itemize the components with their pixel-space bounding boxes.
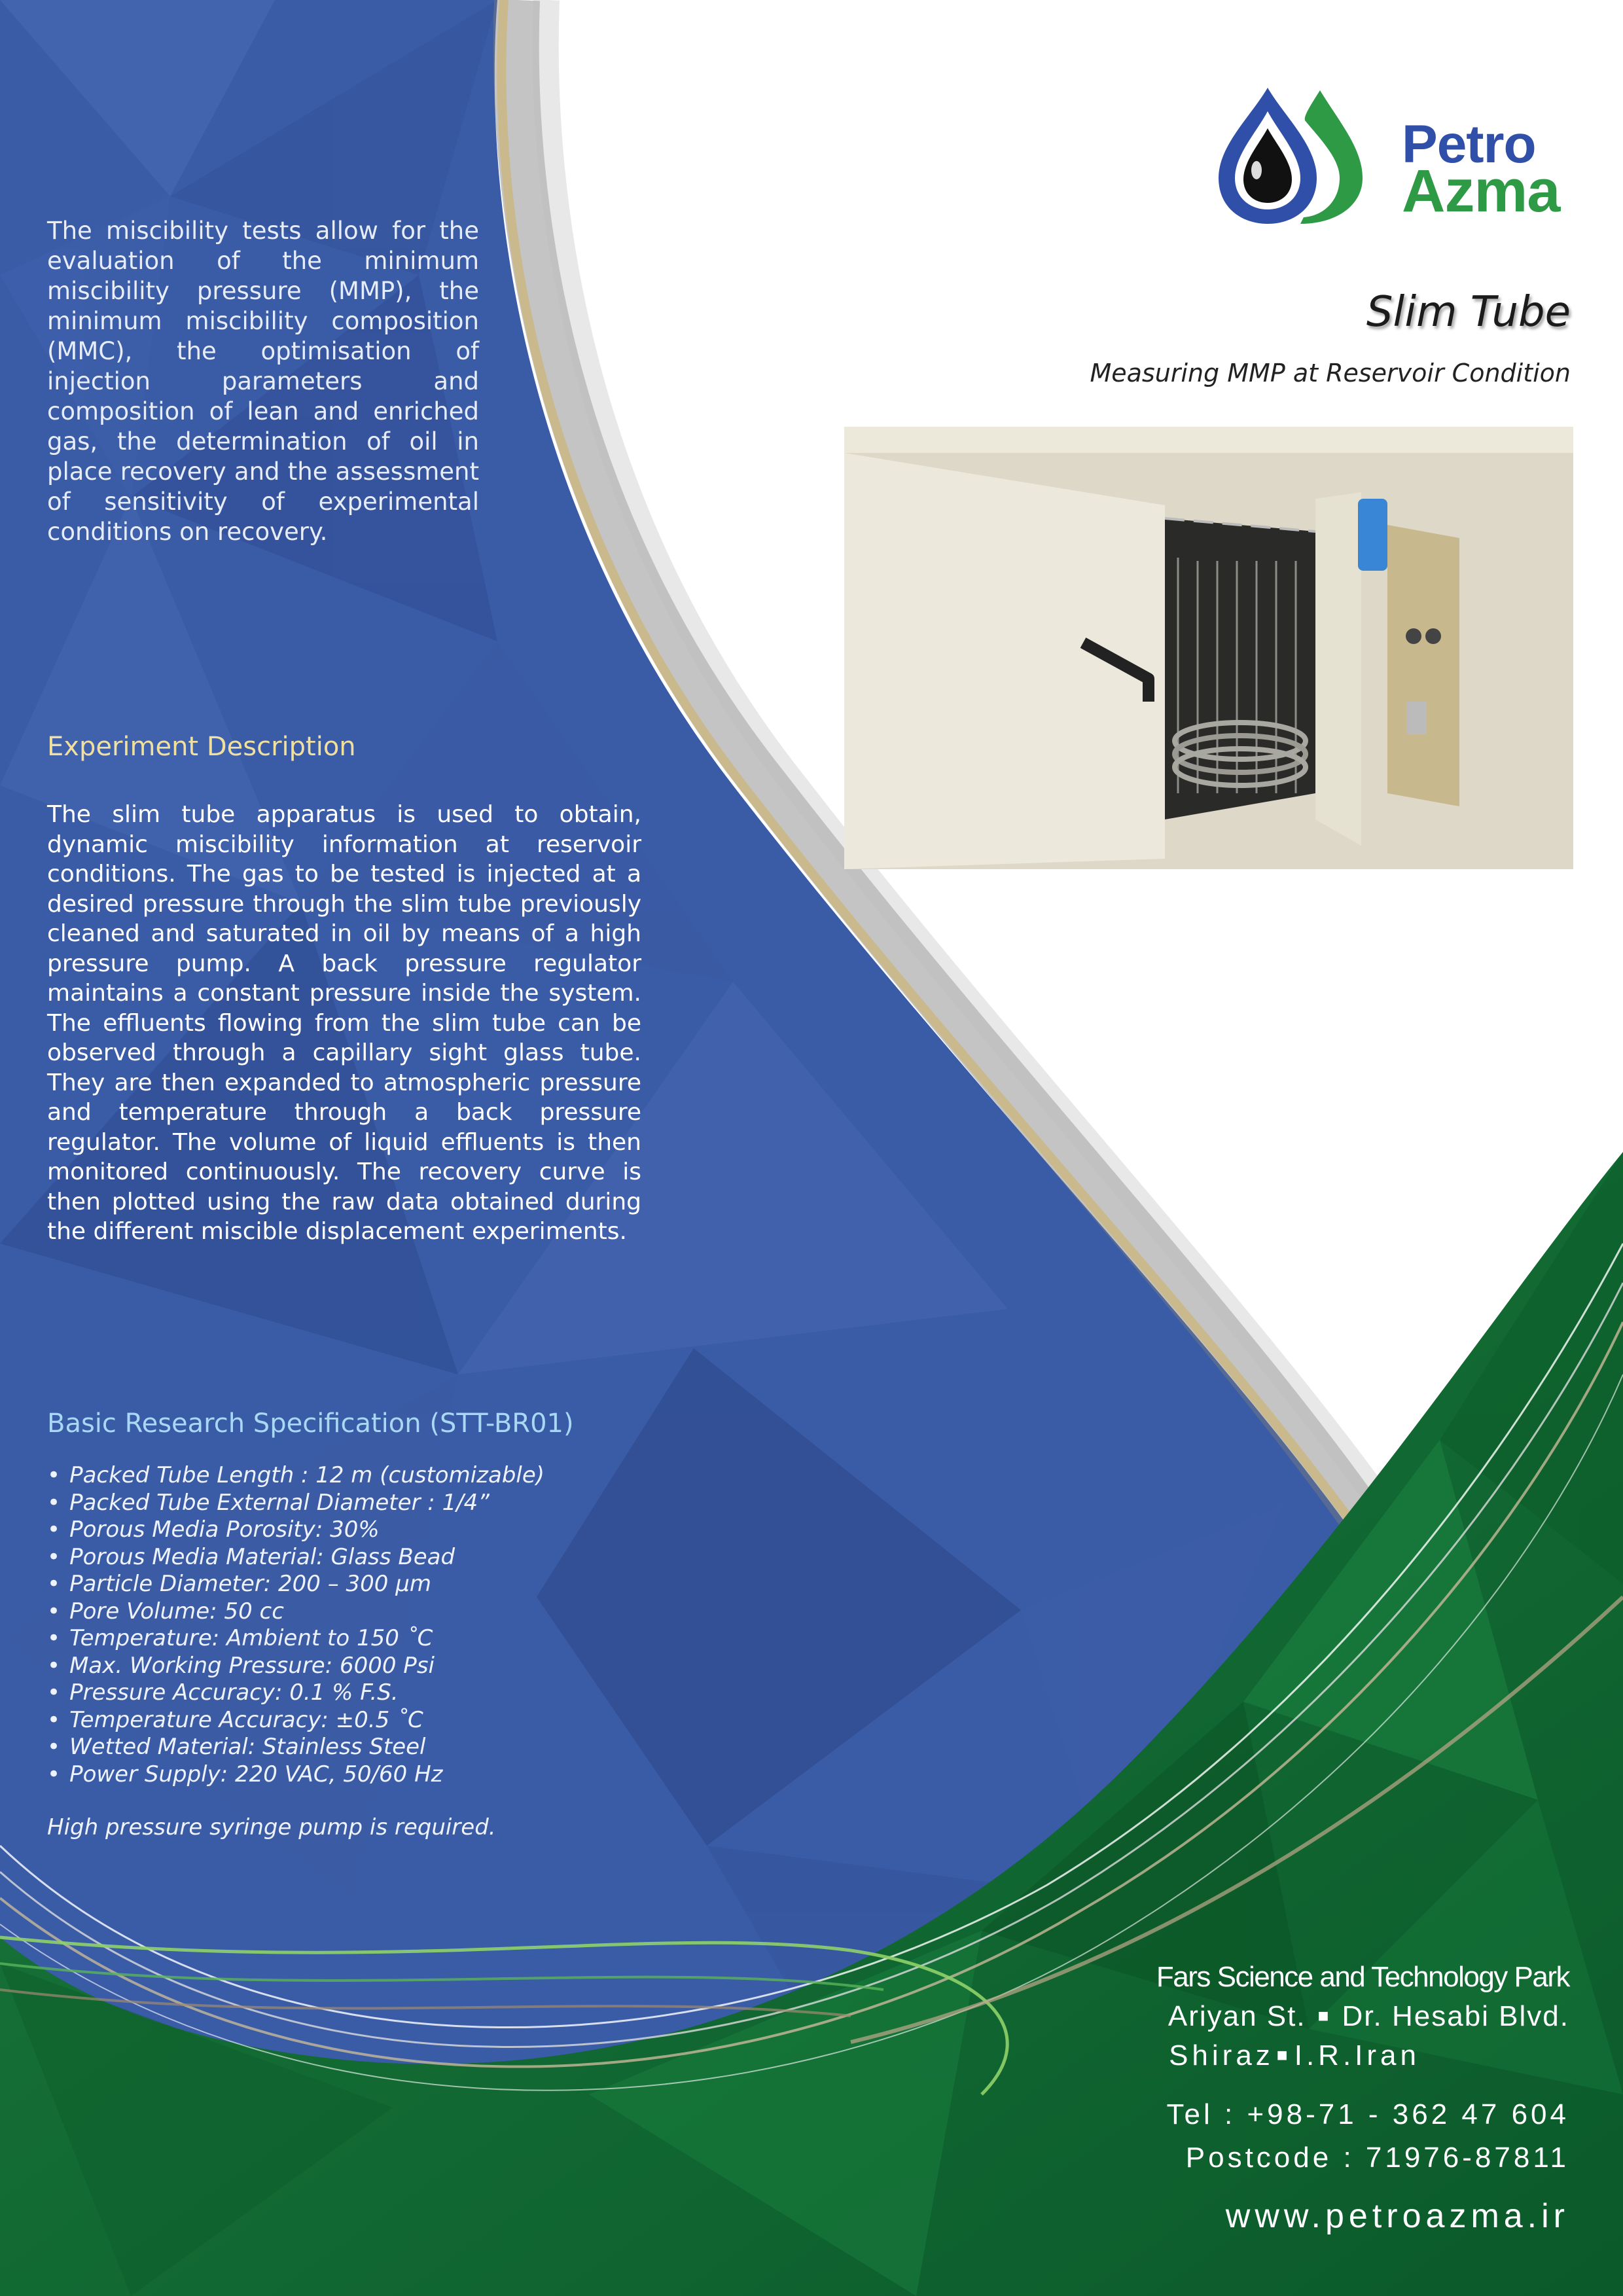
contact-blvd: Dr. Hesabi Blvd. [1342, 2000, 1569, 2032]
spec-note: High pressure syringe pump is required. [47, 1814, 496, 1840]
page-title: Slim Tube [1366, 288, 1571, 336]
spec-item: • Porous Media Material: Glass Bead [47, 1544, 544, 1571]
petro-azma-logo [1205, 86, 1572, 230]
slim-tube-oven-photo [844, 427, 1573, 869]
spec-item: • Porous Media Porosity: 30% [47, 1516, 544, 1544]
website-link[interactable]: www.petroazma.ir [1225, 2197, 1569, 2235]
logo-petro-text: Petro [1402, 115, 1536, 174]
experiment-description-body: The slim tube apparatus is used to obtain, dynamic miscibility information at reservoir conditions. The gas to be tested is injected at a desired pressure through the slim tube previously cleaned and saturated in oil by means of a high pressure pump. A back pressure regulator maintains a constant pressure inside the system. The effluents flowing from the slim tube can be observed through a capillary sight glass tube. They are then expanded to atmospheric pressure and temperature through a back pressure regulator. The volume of liquid effluents is then monitored continuously. The recovery curve is then plotted using the raw data obtained during the different miscible displacement experiments. [47, 801, 641, 1245]
contact-postcode: Postcode : 71976-87811 [1185, 2142, 1569, 2174]
contact-city [1169, 2039, 1420, 2072]
contact-tel: Tel : +98-71 - 362 47 604 [1166, 2098, 1569, 2130]
spec-item: • Wetted Material: Stainless Steel [47, 1734, 544, 1761]
logo-azma-text: Azma [1402, 158, 1560, 224]
spec-item: • Pressure Accuracy: 0.1 % F.S. [47, 1679, 544, 1707]
spec-item: • Pore Volume: 50 cc [47, 1598, 544, 1626]
spec-item: • Temperature: Ambient to 150 ˚C [47, 1625, 544, 1653]
oil-drop-logo-icon [1205, 86, 1389, 230]
spec-item: • Particle Diameter: 200 – 300 µm [47, 1571, 544, 1598]
separator-square-icon: ■ [1317, 2005, 1330, 2026]
basic-research-spec-heading: Basic Research Specification (STT-BR01) [47, 1408, 574, 1439]
spec-list [47, 1462, 544, 1788]
experiment-description-heading: Experiment Description [47, 732, 356, 762]
spec-item: • Max. Working Pressure: 6000 Psi [47, 1653, 544, 1680]
contact-country: I.R.Iran [1294, 2039, 1420, 2072]
intro-paragraph: The miscibility tests allow for the evaluation of the minimum miscibility pressure (MMP), the minimum miscibility composition (MMC), the optimisation of injection parameters and composition of lean and enriched gas, the determination of oil in place recovery and the assessment of sensitivity of experimental conditions on recovery. [47, 217, 479, 546]
spec-item: • Packed Tube External Diameter : 1/4” [47, 1490, 544, 1517]
spec-item: • Power Supply: 220 VAC, 50/60 Hz [47, 1761, 544, 1789]
contact-city-name: Shiraz [1169, 2039, 1274, 2072]
spec-item: • Packed Tube Length : 12 m (customizable) [47, 1462, 544, 1490]
contact-street-name: Ariyan St. [1168, 2000, 1306, 2032]
contact-park: Fars Science and Technology Park [1156, 1961, 1569, 1993]
separator-square-icon: ■ [1276, 2045, 1292, 2065]
contact-street [1168, 2000, 1569, 2033]
page-subtitle: Measuring MMP at Reservoir Condition [1090, 359, 1571, 387]
spec-item: • Temperature Accuracy: ±0.5 ˚C [47, 1707, 544, 1734]
